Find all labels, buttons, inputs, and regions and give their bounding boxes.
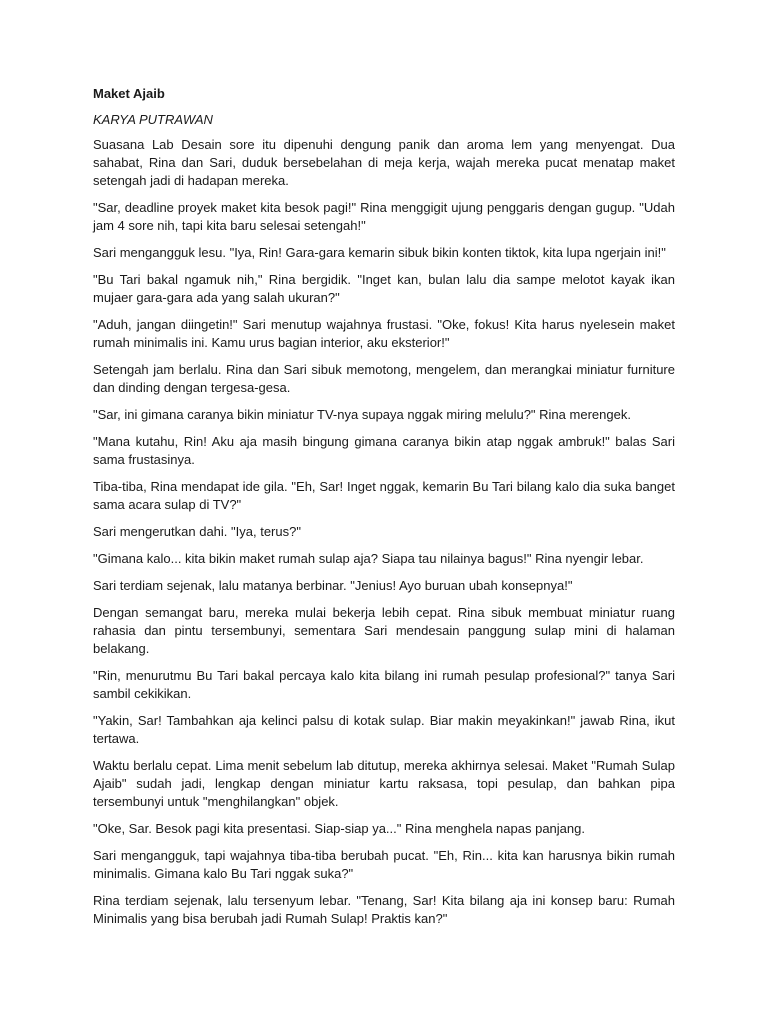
document-page: [93, 85, 675, 937]
paragraph: Sari mengerutkan dahi. "Iya, terus?": [93, 524, 301, 539]
paragraph: Sari terdiam sejenak, lalu matanya berbinar. "Jenius! Ayo buruan ubah konsepnya!": [93, 578, 573, 593]
paragraph: "Mana kutahu, Rin! Aku aja masih bingung gimana caranya bikin atap nggak ambruk!" balas Sari sama frustasinya.: [93, 434, 675, 467]
paragraph: "Sar, deadline proyek maket kita besok pagi!" Rina menggigit ujung penggaris dengan gugup. "Udah jam 4 sore nih, tapi kita baru selesai setengah!": [93, 200, 675, 233]
paragraph: "Gimana kalo... kita bikin maket rumah sulap aja? Siapa tau nilainya bagus!" Rina nyengir lebar.: [93, 551, 644, 566]
paragraph: Sari mengangguk lesu. "Iya, Rin! Gara-gara kemarin sibuk bikin konten tiktok, kita lupa ngerjain ini!": [93, 245, 666, 260]
paragraph: "Aduh, jangan diingetin!" Sari menutup wajahnya frustasi. "Oke, fokus! Kita harus nyelesein maket rumah minimalis ini. Kamu urus bagian interior, aku eksterior!": [93, 317, 675, 350]
paragraph: "Bu Tari bakal ngamuk nih," Rina bergidik. "Inget kan, bulan lalu dia sampe melotot kayak ikan mujaer gara-gara ada yang salah ukuran?": [93, 272, 675, 305]
paragraph: Sari mengangguk, tapi wajahnya tiba-tiba berubah pucat. "Eh, Rin... kita kan harusnya bikin rumah minimalis. Gimana kalo Bu Tari nggak suka?": [93, 848, 675, 881]
document-author: KARYA PUTRAWAN: [93, 112, 213, 127]
paragraph: "Oke, Sar. Besok pagi kita presentasi. Siap-siap ya..." Rina menghela napas panjang.: [93, 821, 585, 836]
paragraph: Rina terdiam sejenak, lalu tersenyum lebar. "Tenang, Sar! Kita bilang aja ini konsep baru: Rumah Minimalis yang bisa berubah jadi Rumah Sulap! Praktis kan?": [93, 893, 675, 926]
paragraph: Suasana Lab Desain sore itu dipenuhi dengung panik dan aroma lem yang menyengat. Dua sahabat, Rina dan Sari, duduk bersebelahan di meja kerja, wajah mereka pucat menatap maket setengah jadi di hadapan mereka.: [93, 137, 675, 188]
paragraph: Setengah jam berlalu. Rina dan Sari sibuk memotong, mengelem, dan merangkai miniatur furniture dan dinding dengan tergesa-gesa.: [93, 362, 675, 395]
paragraph: "Rin, menurutmu Bu Tari bakal percaya kalo kita bilang ini rumah pesulap profesional?" tanya Sari sambil cekikikan.: [93, 668, 675, 701]
paragraph: "Yakin, Sar! Tambahkan aja kelinci palsu di kotak sulap. Biar makin meyakinkan!" jawab Rina, ikut tertawa.: [93, 713, 675, 746]
paragraph: Waktu berlalu cepat. Lima menit sebelum lab ditutup, mereka akhirnya selesai. Maket "Rumah Sulap Ajaib" sudah jadi, lengkap dengan miniatur kartu raksasa, topi pesulap, dan bahkan pipa tersembunyi untuk "menghilangkan" objek.: [93, 758, 675, 809]
document-title: Maket Ajaib: [93, 86, 165, 101]
paragraph: Dengan semangat baru, mereka mulai bekerja lebih cepat. Rina sibuk membuat miniatur ruang rahasia dan pintu tersembunyi, sementara Sari mendesain panggung sulap mini di halaman belakang.: [93, 605, 675, 656]
paragraph: Tiba-tiba, Rina mendapat ide gila. "Eh, Sar! Inget nggak, kemarin Bu Tari bilang kalo dia suka banget sama acara sulap di TV?": [93, 479, 675, 512]
paragraph: "Sar, ini gimana caranya bikin miniatur TV-nya supaya nggak miring melulu?" Rina merengek.: [93, 407, 631, 422]
